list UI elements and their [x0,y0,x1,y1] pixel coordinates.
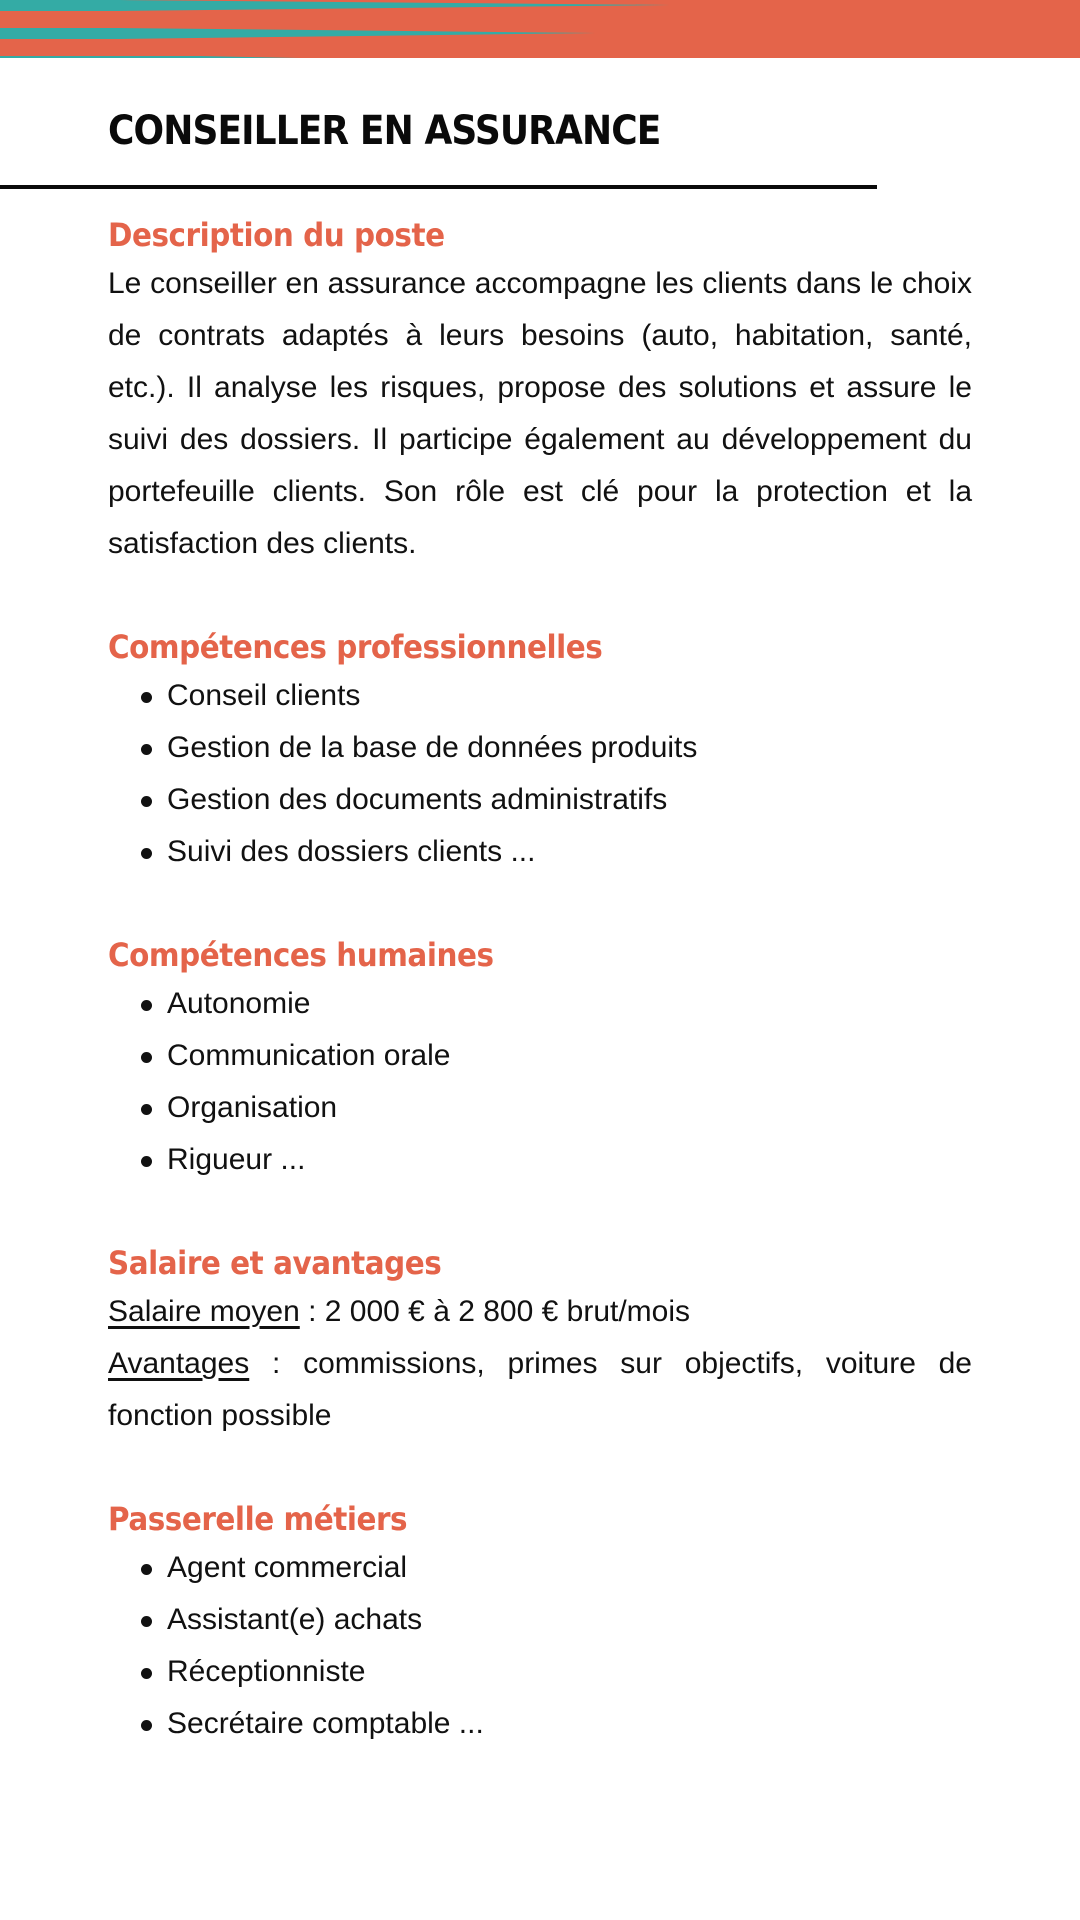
list-item: Agent commercial [108,1542,972,1594]
section-salaire [108,1240,972,1442]
list-item: Secrétaire comptable ... [108,1698,972,1750]
list-item: Rigueur ... [108,1134,972,1186]
section-title-competences-humaines: Compétences humaines [108,936,494,974]
section-title-competences-pro: Compétences professionnelles [108,628,603,666]
avantages-label: Avantages [108,1347,250,1380]
page-title: CONSEILLER EN ASSURANCE [108,108,661,154]
avantages-line [108,1338,972,1442]
competences-humaines-list [108,978,972,1186]
list-item: Assistant(e) achats [108,1594,972,1646]
title-divider [0,185,877,189]
section-description [108,212,972,570]
salaire-value: : 2 000 € à 2 800 € brut/mois [299,1295,691,1328]
banner-stripes-decoration [0,0,1080,58]
list-item: Suivi des dossiers clients ... [108,826,972,878]
section-passerelle [108,1496,972,1750]
section-title-salaire: Salaire et avantages [108,1244,442,1282]
document-body [108,212,972,1750]
header-banner [0,0,1080,58]
avantages-value: : commissions, primes sur objectifs, voiture de fonction possible [108,1347,972,1432]
description-text: Le conseiller en assurance accompagne les clients dans le choix de contrats adaptés à leurs besoins (auto, habitation, santé, etc.). Il analyse les risques, propose des solutions et assure le suivi des dossiers. Il participe également au développement du portefeuille clients. Son rôle est clé pour la protection et la satisfaction des clients. [108,267,972,560]
section-competences-humaines [108,932,972,1186]
list-item: Gestion de la base de données produits [108,722,972,774]
list-item: Réceptionniste [108,1646,972,1698]
list-item: Communication orale [108,1030,972,1082]
section-competences-professionnelles [108,624,972,878]
passerelle-list [108,1542,972,1750]
section-title-description: Description du poste [108,216,445,254]
list-item: Conseil clients [108,670,972,722]
salaire-line [108,1286,972,1338]
list-item: Gestion des documents administratifs [108,774,972,826]
salaire-label: Salaire moyen [108,1295,300,1328]
competences-pro-list [108,670,972,878]
list-item: Organisation [108,1082,972,1134]
section-title-passerelle: Passerelle métiers [108,1500,408,1538]
list-item: Autonomie [108,978,972,1030]
